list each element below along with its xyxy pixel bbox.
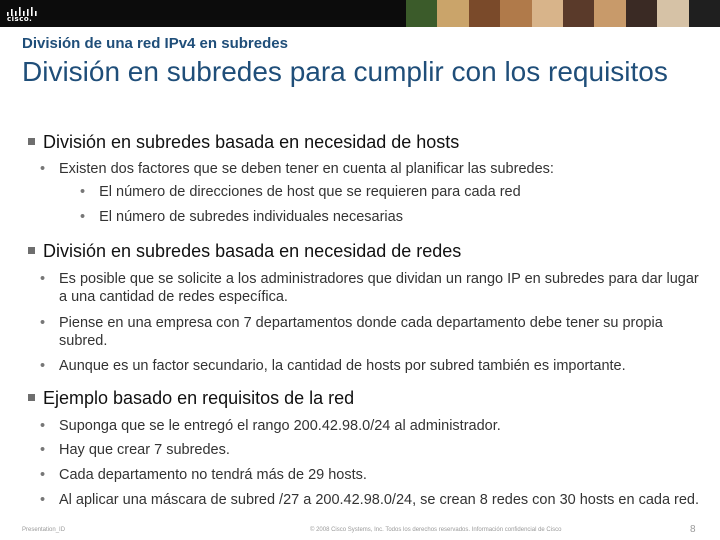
square-bullet-icon (28, 247, 35, 254)
bullet-item (40, 466, 705, 484)
sub-bullet-text: El número de direcciones de host que se requieren para cada red (99, 184, 521, 200)
bullet-dot-icon: • (40, 358, 46, 374)
bullet-dot-icon: • (40, 315, 46, 331)
bullet-item (40, 314, 705, 350)
sub-bullet-item (80, 184, 521, 200)
section-heading (28, 388, 354, 409)
bullet-item (40, 441, 705, 459)
slide-title: División en subredes para cumplir con los requisitos (22, 56, 668, 87)
sub-bullet-text: El número de subredes individuales necesarias (99, 209, 403, 225)
cisco-logo-text: cisco. (7, 15, 33, 23)
bullet-item-text: Piense en una empresa con 7 departamentos donde cada departamento debe tener su propia subred. (59, 315, 663, 349)
header-photo (626, 0, 657, 27)
header-photo (500, 0, 531, 27)
bullet-item (40, 491, 705, 509)
footer-page-number: 8 (690, 524, 696, 535)
bullet-dot-icon: • (40, 271, 46, 287)
header-photo (657, 0, 688, 27)
section-heading-text: División en subredes basada en necesidad de redes (43, 241, 462, 261)
cisco-logo (6, 4, 46, 23)
slide-subtitle: División de una red IPv4 en subredes (22, 35, 288, 52)
bullet-item-text: Al aplicar una máscara de subred /27 a 200.42.98.0/24, se crean 8 redes con 30 hosts en cada red. (59, 492, 700, 508)
header-photo (689, 0, 720, 27)
footer-presentation-id: Presentation_ID (22, 527, 66, 533)
bullet-item (40, 270, 705, 306)
square-bullet-icon (28, 394, 35, 401)
bullet-item-text: Aunque es un factor secundario, la cantidad de hosts por subred también es importante. (59, 358, 626, 374)
bullet-item-text: Cada departamento no tendrá más de 29 hosts. (59, 467, 367, 483)
bullet-item-text: Hay que crear 7 subredes. (59, 442, 230, 458)
bullet-item-text: Existen dos factores que se deben tener en cuenta al planificar las subredes: (59, 161, 554, 177)
bullet-item (40, 357, 705, 375)
bullet-item-text: Suponga que se le entregó el rango 200.42.98.0/24 al administrador. (59, 418, 501, 434)
bullet-dot-icon: • (40, 161, 46, 177)
section-heading-text: Ejemplo basado en requisitos de la red (43, 388, 355, 408)
bullet-dot-icon: • (80, 184, 86, 200)
bullet-item (40, 417, 705, 435)
bullet-dot-icon: • (80, 209, 86, 225)
bullet-dot-icon: • (40, 418, 46, 434)
header-photo (563, 0, 594, 27)
sub-bullet-item (80, 209, 403, 225)
header-photo (406, 0, 437, 27)
bullet-dot-icon: • (40, 492, 46, 508)
section-heading (28, 132, 459, 153)
bullet-item (40, 160, 705, 178)
header-photo (437, 0, 468, 27)
section-heading-text: División en subredes basada en necesidad de hosts (43, 132, 460, 152)
square-bullet-icon (28, 138, 35, 145)
header-photo (594, 0, 625, 27)
header-photo (469, 0, 500, 27)
bullet-item-text: Es posible que se solicite a los administradores que dividan un rango IP en subredes para dar lugar a una cantidad de redes específica. (59, 271, 699, 305)
people-photo-strip (406, 0, 720, 27)
top-banner (0, 0, 720, 27)
bullet-dot-icon: • (40, 467, 46, 483)
bullet-dot-icon: • (40, 442, 46, 458)
section-heading (28, 241, 461, 262)
footer-copyright: © 2008 Cisco Systems, Inc. Todos los derechos reservados. Información confidencial de Cisco (310, 527, 562, 533)
header-photo (532, 0, 563, 27)
